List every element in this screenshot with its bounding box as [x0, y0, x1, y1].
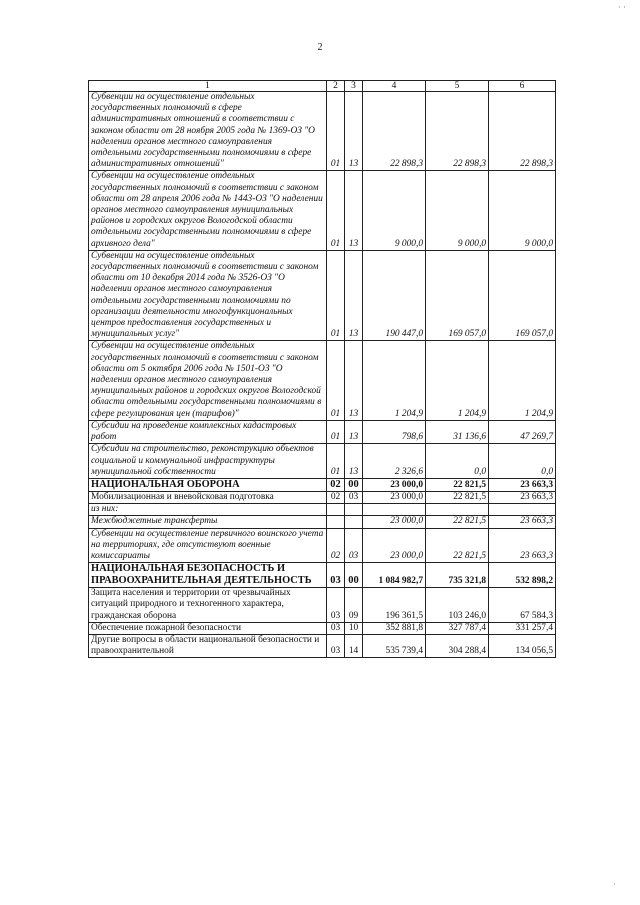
row-subsection-code: 13 [345, 250, 363, 341]
row-subsection-code: 10 [345, 622, 363, 634]
row-amount-col4: 22 898,3 [363, 92, 426, 171]
row-amount-col4: 23 000,0 [363, 478, 426, 491]
row-amount-col4: 23 000,0 [363, 491, 426, 503]
row-amount-col6: 22 898,3 [489, 92, 556, 171]
row-name: Мобилизационная и вневойсковая подготовка [89, 491, 327, 503]
row-section-code: 03 [327, 622, 345, 634]
header-col-3: 3 [345, 81, 363, 92]
row-section-code: 01 [327, 420, 345, 443]
row-amount-col6: 67 584,3 [489, 588, 556, 623]
row-amount-col6 [489, 504, 556, 516]
row-section-code: 02 [327, 491, 345, 503]
row-section-code: 02 [327, 528, 345, 563]
row-amount-col6: 47 269,7 [489, 420, 556, 443]
row-amount-col5: 31 136,6 [426, 420, 489, 443]
row-amount-col5: 22 821,5 [426, 478, 489, 491]
row-subsection-code: 13 [345, 420, 363, 443]
row-subsection-code: 03 [345, 491, 363, 503]
table-row [89, 250, 556, 341]
row-name: Другие вопросы в области национальной безопасности и правоохранительной [89, 634, 327, 657]
table-row [89, 563, 556, 588]
row-section-code [327, 516, 345, 528]
row-name: Субсидии на строительство, реконструкцию объектов социальной и коммунальной инфраструктуры муниципальной собственности [89, 444, 327, 479]
header-row [89, 81, 556, 92]
row-subsection-code: 00 [345, 478, 363, 491]
row-amount-col4: 23 000,0 [363, 528, 426, 563]
row-section-code: 03 [327, 634, 345, 657]
row-subsection-code: 13 [345, 444, 363, 479]
row-amount-col5: 1 204,9 [426, 341, 489, 420]
row-amount-col4: 196 361,5 [363, 588, 426, 623]
header-col-5: 5 [426, 81, 489, 92]
row-amount-col4: 9 000,0 [363, 171, 426, 250]
header-col-4: 4 [363, 81, 426, 92]
row-amount-col4: 352 881,8 [363, 622, 426, 634]
row-subsection-code [345, 504, 363, 516]
row-amount-col5 [426, 504, 489, 516]
budget-table [88, 80, 556, 658]
row-amount-col5: 0,0 [426, 444, 489, 479]
row-amount-col6: 532 898,2 [489, 563, 556, 588]
row-amount-col4: 1 204,9 [363, 341, 426, 420]
row-amount-col5: 9 000,0 [426, 171, 489, 250]
row-section-code: 01 [327, 250, 345, 341]
page-number: 2 [317, 42, 323, 53]
row-subsection-code: 03 [345, 528, 363, 563]
table-row [89, 478, 556, 491]
table-row [89, 444, 556, 479]
row-amount-col6: 134 056,5 [489, 634, 556, 657]
row-subsection-code [345, 516, 363, 528]
row-subsection-code: 14 [345, 634, 363, 657]
row-amount-col5: 22 821,5 [426, 491, 489, 503]
row-amount-col6: 23 663,3 [489, 528, 556, 563]
row-amount-col6: 331 257,4 [489, 622, 556, 634]
row-amount-col5: 304 288,4 [426, 634, 489, 657]
row-amount-col4: 2 326,6 [363, 444, 426, 479]
row-amount-col5: 103 246,0 [426, 588, 489, 623]
row-name: Субсидии на проведение комплексных кадастровых работ [89, 420, 327, 443]
row-amount-col5: 22 898,3 [426, 92, 489, 171]
table-row [89, 92, 556, 171]
row-name: Межбюджетные трансферты [89, 516, 327, 528]
row-name: Защита населения и территории от чрезвычайных ситуаций природного и техногенного характера, гражданская оборона [89, 588, 327, 623]
row-amount-col5: 22 821,5 [426, 516, 489, 528]
row-amount-col4: 23 000,0 [363, 516, 426, 528]
row-section-code: 01 [327, 444, 345, 479]
row-name: НАЦИОНАЛЬНАЯ ОБОРОНА [89, 478, 327, 491]
row-name: Субвенции на осуществление отдельных государственных полномочий в соответствии с законом области от 5 октября 2006 года № 1501-ОЗ "О наделении органов местного самоуправления муниципальных районов и городских округов Вологодской области отдельными государственными полномочиями в сфере регулирования цен (тарифов)" [89, 341, 327, 420]
row-amount-col6: 23 663,3 [489, 478, 556, 491]
row-amount-col6: 23 663,3 [489, 491, 556, 503]
row-amount-col6: 23 663,3 [489, 516, 556, 528]
row-name: Субвенции на осуществление отдельных государственных полномочий в сфере административных отношений в соответствии с законом области от 28 ноября 2005 года № 1369-ОЗ "О наделении органов местного самоуправления отдельными государственными полномочиями в сфере административных отношений" [89, 92, 327, 171]
row-amount-col4: 535 739,4 [363, 634, 426, 657]
row-amount-col4: 190 447,0 [363, 250, 426, 341]
row-section-code: 02 [327, 478, 345, 491]
row-subsection-code: 09 [345, 588, 363, 623]
bottom-mark: · [613, 879, 616, 889]
row-amount-col4: 1 084 982,7 [363, 563, 426, 588]
row-section-code: 01 [327, 341, 345, 420]
row-section-code: 03 [327, 588, 345, 623]
row-name: Субвенции на осуществление отдельных государственных полномочий в соответствии с законом области от 10 декабря 2014 года № 3526-ОЗ "О наделении органов местного самоуправления отдельными государственными полномочиями по организации деятельности многофункциональных центров предоставления государственных и муниципальных услуг" [89, 250, 327, 341]
table-row [89, 516, 556, 528]
header-col-1: 1 [89, 81, 327, 92]
row-amount-col6: 9 000,0 [489, 171, 556, 250]
table-row [89, 504, 556, 516]
row-name: Субвенции на осуществление отдельных государственных полномочий в соответствии с законом области от 28 апреля 2006 года № 1443-ОЗ "О наделении органов местного самоуправления муниципальных районов и городских округов Вологодской области отдельными государственными полномочиями в сфере архивного дела" [89, 171, 327, 250]
row-subsection-code: 00 [345, 563, 363, 588]
table-row [89, 491, 556, 503]
row-subsection-code: 13 [345, 171, 363, 250]
row-amount-col6: 169 057,0 [489, 250, 556, 341]
table-row [89, 528, 556, 563]
row-amount-col5: 735 321,8 [426, 563, 489, 588]
row-section-code [327, 504, 345, 516]
table-row [89, 171, 556, 250]
row-subsection-code: 13 [345, 92, 363, 171]
budget-table-body [89, 81, 556, 658]
table-row [89, 341, 556, 420]
row-amount-col5: 22 821,5 [426, 528, 489, 563]
table-row [89, 588, 556, 623]
row-section-code: 01 [327, 171, 345, 250]
table-row [89, 420, 556, 443]
header-col-6: 6 [489, 81, 556, 92]
row-name: Субвенции на осуществление первичного воинского учета на территориях, где отсутствуют военные комиссариаты [89, 528, 327, 563]
corner-mark: · · [617, 2, 626, 12]
row-section-code: 03 [327, 563, 345, 588]
row-amount-col6: 1 204,9 [489, 341, 556, 420]
row-subsection-code: 13 [345, 341, 363, 420]
row-amount-col4: 798,6 [363, 420, 426, 443]
header-col-2: 2 [327, 81, 345, 92]
row-amount-col5: 327 787,4 [426, 622, 489, 634]
row-amount-col5: 169 057,0 [426, 250, 489, 341]
row-amount-col4 [363, 504, 426, 516]
row-name: Обеспечение пожарной безопасности [89, 622, 327, 634]
row-name: из них: [89, 504, 327, 516]
table-row [89, 634, 556, 657]
row-amount-col6: 0,0 [489, 444, 556, 479]
table-row [89, 622, 556, 634]
row-name: НАЦИОНАЛЬНАЯ БЕЗОПАСНОСТЬ И ПРАВООХРАНИТЕЛЬНАЯ ДЕЯТЕЛЬНОСТЬ [89, 563, 327, 588]
row-section-code: 01 [327, 92, 345, 171]
